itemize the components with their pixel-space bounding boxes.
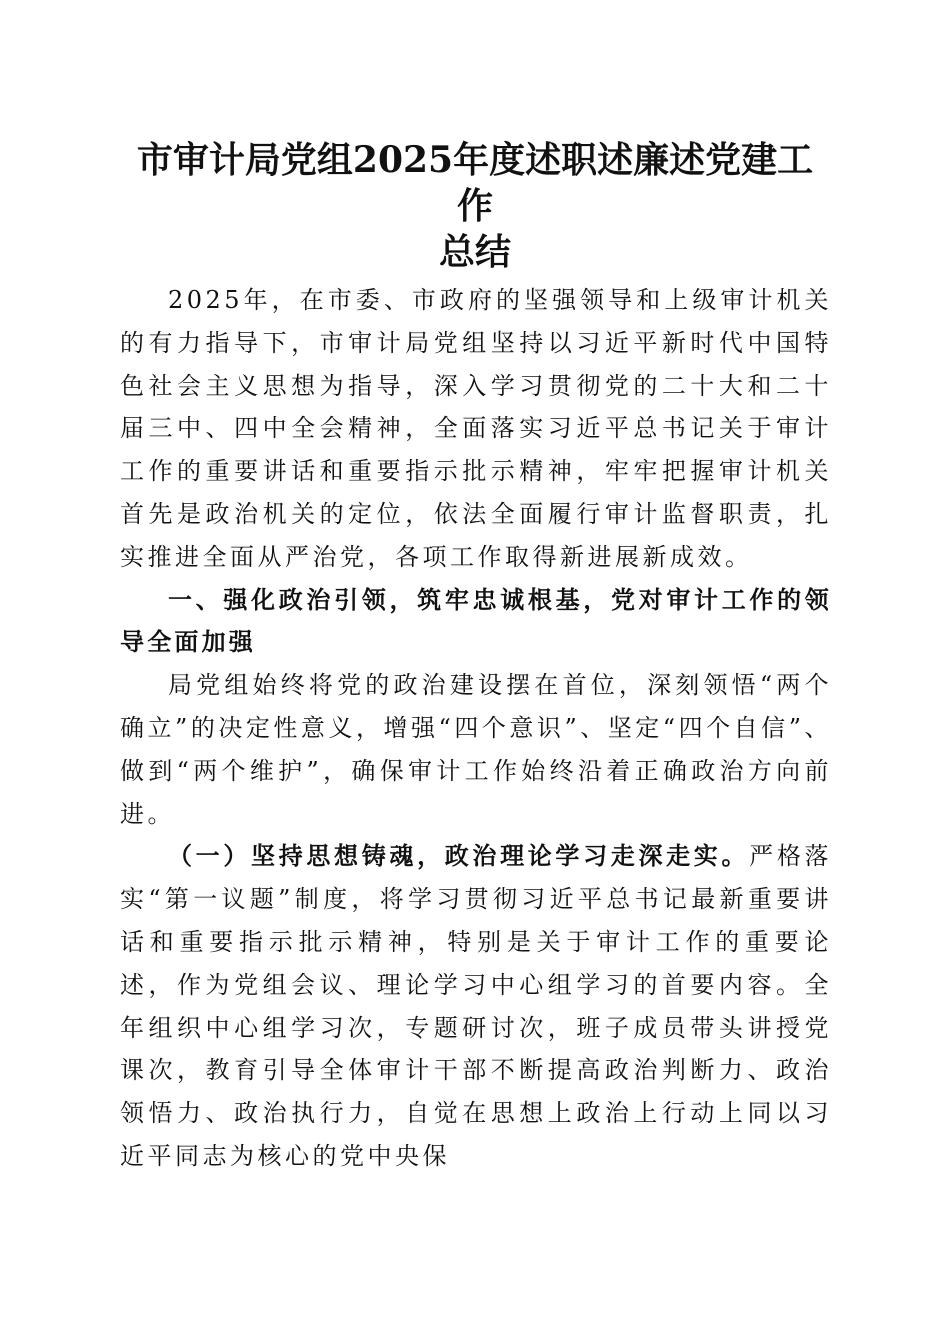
document-title — [120, 137, 830, 275]
subsection-1-body: 严格落实“第一议题”制度，将学习贯彻习近平总书记最新重要讲话和重要指示批示精神，特别是关于审计工作的重要论述，作为党组会议、理论学习中心组学习的首要内容。全年组织中心组学习次，专题研讨次，班子成员带头讲授党课次，教育引导全体审计干部不断提高政治判断力、政治领悟力、政治执行力，自觉在思想上政治上行动上同以习近平同志为核心的党中央保 — [120, 842, 833, 1170]
section-1-paragraph: 局党组始终将党的政治建设摆在首位，深刻领悟“两个确立”的决定性意义，增强“四个意识”、坚定“四个自信”、做到“两个维护”，确保审计工作始终沿着正确政治方向前进。 — [120, 671, 832, 828]
intro-paragraph: 2025年，在市委、市政府的坚强领导和上级审计机关的有力指导下，市审计局党组坚持以习近平新时代中国特色社会主义思想为指导，深入学习贯彻党的二十大和二十届三中、四中全会精神，全面落实习近平总书记关于审计工作的重要讲话和重要指示批示精神，牢牢把握审计机关首先是政治机关的定位，依法全面履行审计监督职责，扎实推进全面从严治党，各项工作取得新进展新成效。 — [120, 286, 832, 571]
title-line-2: 总结 — [438, 231, 511, 273]
title-line-1: 市审计局党组2025年度述职述廉述党建工作 — [136, 139, 814, 227]
section-1-heading: 一、强化政治引领，筑牢忠诚根基，党对审计工作的领导全面加强 — [120, 585, 832, 657]
subsection-1-heading: （一）坚持思想铸魂，政治理论学习走深走实。 — [168, 841, 750, 871]
subsection-1-paragraph — [120, 835, 832, 1177]
document-body — [120, 279, 832, 1178]
